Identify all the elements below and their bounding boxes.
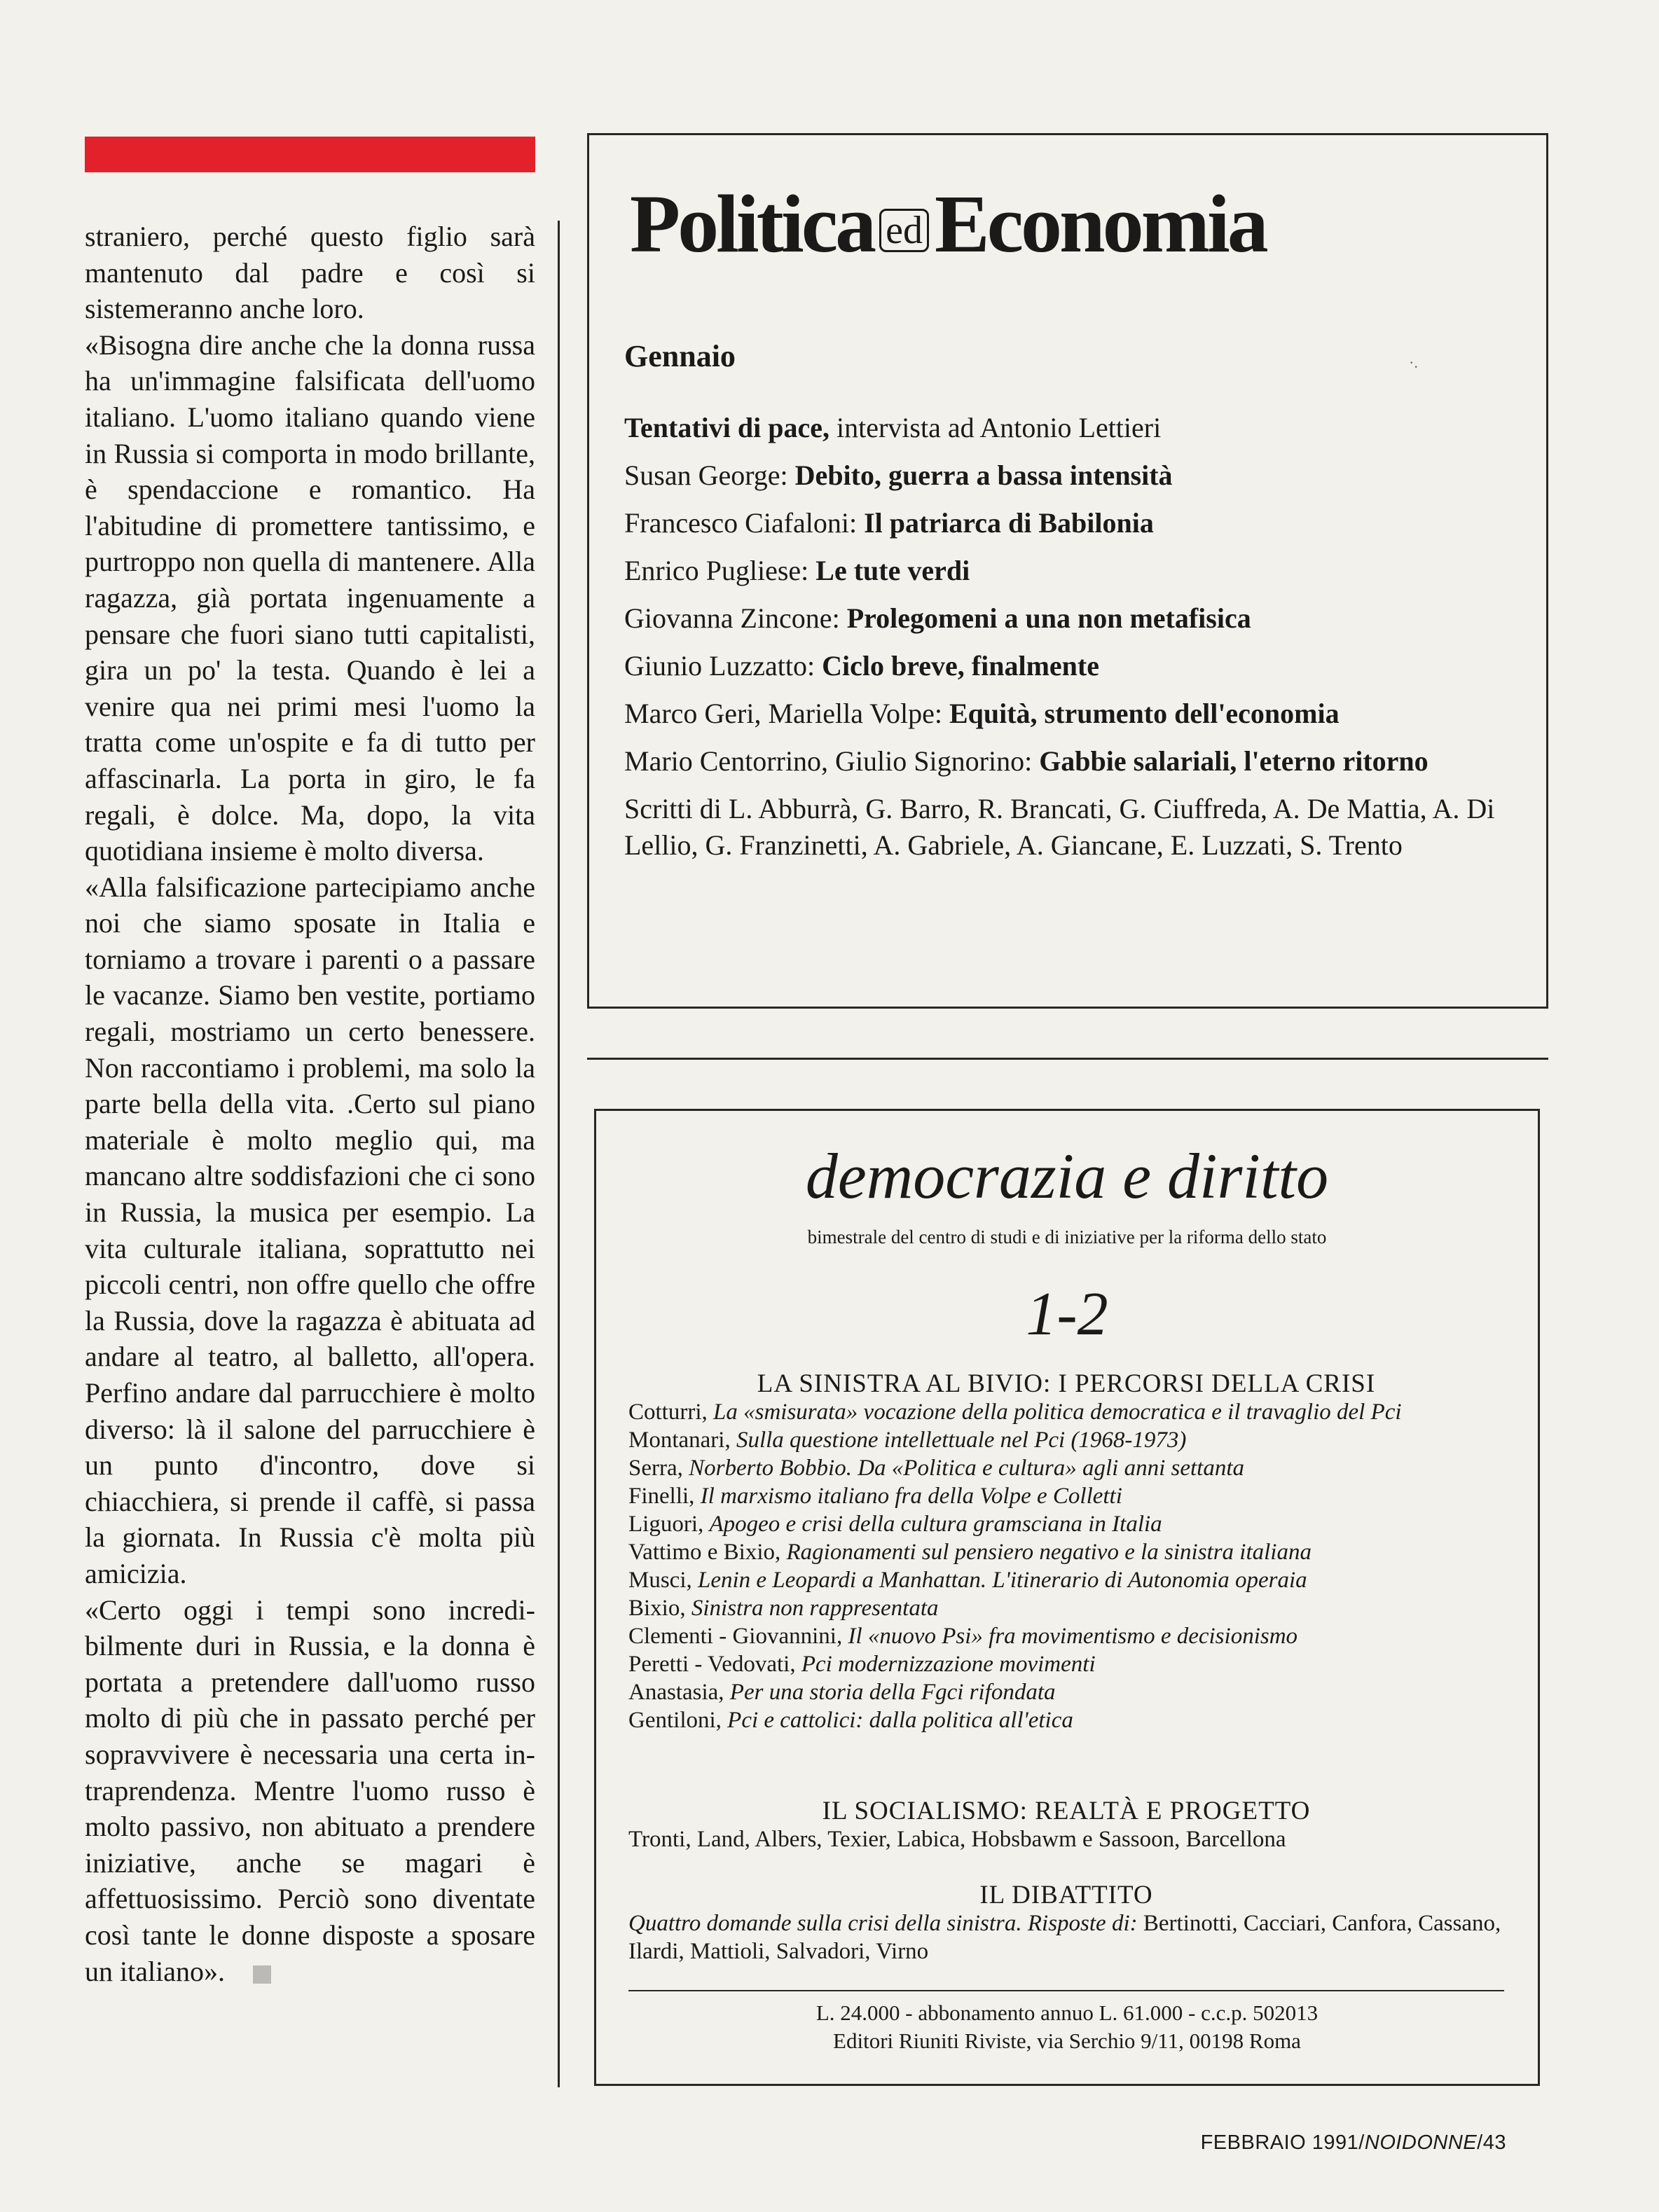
end-mark-icon — [253, 1965, 271, 1984]
dd-issue-number: 1-2 — [1026, 1280, 1108, 1348]
dd-price-line: L. 24.000 - abbonamento annuo L. 61.000 - c.c.p. 502013 — [815, 2000, 1319, 2025]
dd-publisher-line: Editori Riuniti Riviste, via Serchio 9/11, 00198 Roma — [833, 2028, 1301, 2053]
dd-section-heading: IL DIBATTITO — [979, 1881, 1153, 1909]
article-paragraph — [85, 1592, 535, 1990]
contents-item: Enrico Pugliese: Le tute verdi — [624, 555, 970, 586]
dd-entry: Peretti - Vedovati, Pci modernizzazione movimenti — [628, 1652, 1096, 1677]
article-paragraph: «Bisogna dire anche che la donna russa ha un'immagine falsificata dell'uomo italiano. L'uomo italiano quando viene in Russia si comporta in modo brillante, è spendaccione e romantico. Ha l'abitudine di promettere tantissimo, e purtroppo non quella di mantenere. Alla ragazza, già portata ingenuamente a pensare che fuori siano tutti capitalisti, gira un po' la testa. Quando è lei a venire qua nei primi mesi l'uomo la tratta come un'ospite e fa di tutto per affascinarla. La porta in giro, le fa regali, è dolce. Ma, dopo, la vita quotidiana insieme è molto diversa. — [85, 329, 535, 867]
contents-item: Giovanna Zincone: Prolegomeni a una non metafisica — [624, 602, 1251, 634]
contents-writers: Scritti di L. Abburrà, G. Barro, R. Brancati, G. Ciuffreda, A. De Mattia, A. Di Lellio, G. Franzinetti, A. Gabriele, A. Giancane, E. Luzzati, S. Trento — [624, 793, 1495, 861]
dd-subtitle: bimestrale del centro di studi e di iniziative per la riforma dello stato — [807, 1226, 1327, 1247]
masthead-word-1: Politica — [630, 178, 874, 270]
dd-entry: Montanari, Sulla questione intellettuale nel Pci (1968-1973) — [628, 1428, 1187, 1453]
contents-item: Francesco Ciafaloni: Il patriarca di Babilonia — [624, 507, 1154, 539]
dd-entry: Finelli, Il marxismo italiano fra della Volpe e Colletti — [628, 1484, 1122, 1509]
dd-section-heading: LA SINISTRA AL BIVIO: I PERCORSI DELLA CRISI — [757, 1369, 1376, 1398]
dd-entry: Clementi - Giovannini, Il «nuovo Psi» fra movimentismo e decisionismo — [628, 1624, 1298, 1649]
masthead-ed: ed — [879, 209, 929, 252]
column-divider — [558, 221, 560, 2087]
horizontal-divider — [587, 1058, 1548, 1060]
article-paragraph-text: «Certo oggi i tempi sono incredibilmente duri in Russia, e la donna è portata a pretendere dall'uomo russo molto di più che in passato perché per sopravvivere è necessaria una certa intraprendenza. Mentre l'uomo russo è molto passivo, non abituato a prendere iniziative, anche se magari è affettuosissimo. Perciò sono diventate così tante le donne disposte a sposare un italiano». — [85, 1594, 535, 1987]
footer-date: FEBBRAIO 1991/ — [1200, 2131, 1365, 2154]
contents-item: Mario Centorrino, Giulio Signorino: Gabbie salariali, l'eterno ritorno — [624, 745, 1429, 777]
issue-month: Gennaio — [624, 339, 736, 373]
dd-entry: Gentiloni, Pci e cattolici: dalla politica all'etica — [628, 1708, 1073, 1733]
dd-section-heading: IL SOCIALISMO: REALTÀ E PROGETTO — [822, 1797, 1311, 1825]
contents-item: Marco Geri, Mariella Volpe: Equità, strumento dell'economia — [624, 698, 1340, 729]
dd-entry: Musci, Lenin e Leopardi a Manhattan. L'itinerario di Autonomia operaia — [628, 1568, 1307, 1593]
dd-entry: Quattro domande sulla crisi della sinistra. Risposte di: Bertinotti, Cacciari, Canfora, Cassano, Ilardi, Mattioli, Salvadori, Virno — [628, 1911, 1501, 1964]
dd-section-3 — [628, 1881, 1504, 1965]
ad-democrazia-e-diritto — [594, 1109, 1540, 2086]
dd-price-block — [596, 1999, 1538, 2055]
contents-item: Tentativi di pace, intervista ad Antonio Lettieri — [624, 412, 1162, 443]
dd-entry: Cotturri, La «smisurata» vocazione della politica democratica e il travaglio del Pci — [628, 1399, 1402, 1425]
article-text-column — [85, 219, 535, 1989]
dd-entry: Anastasia, Per una storia della Fgci rifondata — [628, 1680, 1056, 1705]
contents-list — [624, 410, 1514, 875]
ad-politica-ed-economia — [587, 133, 1548, 1009]
contents-item: Giunio Luzzatto: Ciclo breve, finalmente — [624, 650, 1099, 682]
masthead-word-2: Economia — [934, 178, 1266, 270]
article-paragraph: straniero, perché questo figlio sarà mantenuto dal padre e così si sistemeranno anche loro. — [85, 221, 535, 325]
dd-masthead: democrazia e diritto — [805, 1140, 1329, 1212]
footer-page-number: /43 — [1477, 2131, 1506, 2154]
dd-entry: Tronti, Land, Albers, Texier, Labica, Hobsbawm e Sassoon, Barcellona — [628, 1827, 1286, 1852]
dd-entry: Bixio, Sinistra non rappresentata — [628, 1596, 939, 1621]
dd-entry: Liguori, Apogeo e crisi della cultura gramsciana in Italia — [628, 1512, 1162, 1537]
page-footer — [1201, 2131, 1506, 2155]
stray-mark: ·. — [1409, 354, 1418, 371]
article-paragraph: «Alla falsificazione partecipiamo anche noi che siamo sposate in Italia e torniamo a trovare i parenti o a passare le vacanze. Siamo ben vestite, portiamo regali, mostriamo un certo benessere. Non raccontiamo i problemi, ma solo la parte bella della vita. .Certo sul piano materiale è molto meglio qui, ma mancano altre soddisfazioni che ci sono in Russia, la musica per esempio. La vita culturale italiana, soprattutto nei piccoli centri, non offre quello che offre la Russia, dove la ragazza è abituata ad andare al teatro, al balletto, all'opera. Perfino andare dal parrucchiere è molto diverso: là il salone del parrucchiere è un punto d'incontro, dove si chiacchiera, si prende il caffè, si passa la giornata. In Russia c'è molta più amicizia. — [85, 871, 535, 1589]
footer-magazine: NOIDONNE — [1364, 2131, 1478, 2154]
contents-item: Susan George: Debito, guerra a bassa intensità — [624, 459, 1173, 491]
dd-entry: Vattimo e Bixio, Ragionamenti sul pensiero negativo e la sinistra italiana — [628, 1540, 1312, 1565]
masthead-title — [630, 178, 1266, 270]
section-color-bar — [85, 137, 535, 172]
dd-section-1 — [628, 1370, 1504, 1734]
dd-entry: Serra, Norberto Bobbio. Da «Politica e cultura» agli anni settanta — [628, 1456, 1245, 1481]
dd-divider — [628, 1990, 1504, 1991]
dd-section-2 — [628, 1797, 1504, 1853]
